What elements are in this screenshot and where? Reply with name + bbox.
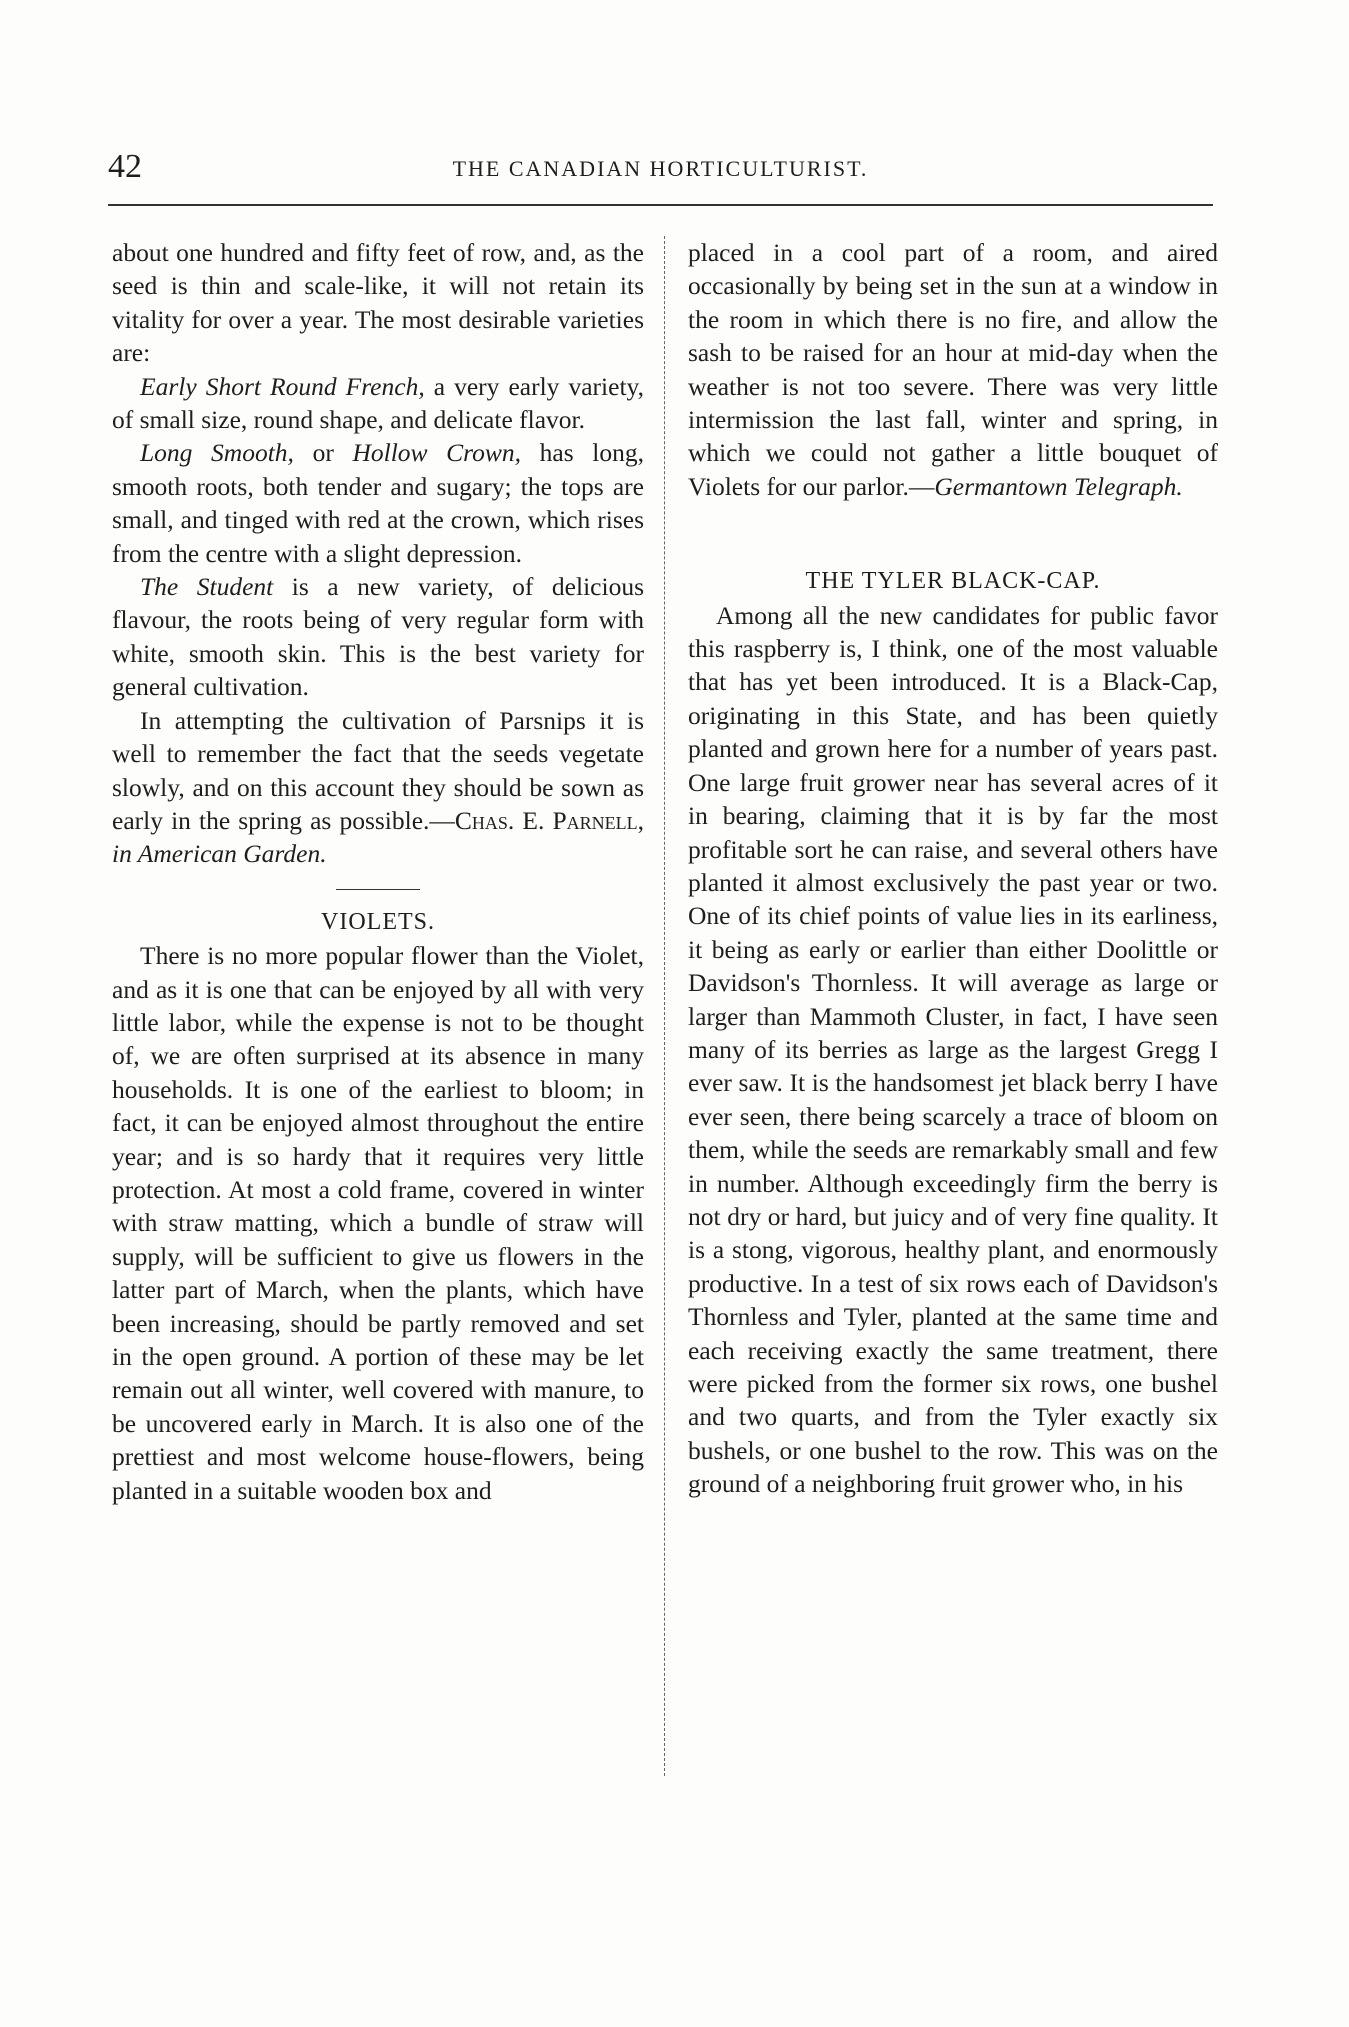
variety-early-short-round-french (112, 370, 644, 437)
byline-source: in American Garden. (112, 839, 327, 869)
dash: — (429, 805, 455, 835)
variety-name: Early Short Round French, (140, 371, 425, 401)
variety-long-smooth (112, 436, 644, 570)
variety-name: Hollow Crown, (352, 438, 522, 468)
paragraph-text: In attempting the cultivation of Parsnips it is well to remember the fact that the seeds vegetate slowly, and on this account they should be sown as early in the spring as possible. (112, 705, 644, 835)
parsnip-intro-paragraph: about one hundred and fifty feet of row, and, as the seed is thin and scale-like, it will not retain its vitality for over a year. The most desirable varieties are: (112, 238, 644, 368)
violets-heading: VIOLETS. (321, 908, 435, 935)
column-divider (664, 236, 665, 1776)
page-header (108, 148, 1213, 188)
byline-author: Chas. E. Parnell, (454, 805, 644, 835)
violets-paragraph: There is no more popular flower than the Violet, and as it is one that can be enjoyed by all with very little labor, while the expense is not to be thought of, we are often surprised at its absence in many households. It is one of the earliest to bloom; in fact, it can be enjoyed almost throughout the entire year; and is so hardy that it requires very little protection. At most a cold frame, covered in winter with straw matting, which a bundle of straw will supply, will be sufficient to give us flowers in the latter part of March, when the plants, which have been increasing, should be partly removed and set in the open ground. A portion of these may be let remain out all winter, well covered with manure, to be uncovered early in March. It is also one of the prettiest and most welcome house-flowers, being planted in a suitable wooden box and (112, 941, 644, 1505)
running-title: THE CANADIAN HORTICULTURIST. (452, 156, 869, 181)
variety-name: The Student (140, 572, 274, 602)
parsnip-cultivation-paragraph (112, 704, 644, 871)
variety-the-student (112, 570, 644, 704)
section-divider (336, 889, 420, 890)
page-number: 42 (108, 148, 142, 185)
paragraph-text: placed in a cool part of a room, and aired occasionally by being set in the sun at a window in the room in which there is no fire, and allow the sash to be raised for an hour at mid-day when the weather is not too severe. There was very little intermission the last fall, winter and spring, in which we could not gather a little bouquet of Violets for our parlor.— (688, 238, 1218, 501)
variety-name: Long Smooth, (140, 438, 294, 468)
variety-description: has long, smooth roots, both tender and sugary; the tops are small, and tinged with red at the crown, which rises from the centre with a slight depression. (112, 438, 644, 568)
header-rule (108, 204, 1213, 206)
tyler-heading: THE TYLER BLACK-CAP. (805, 568, 1101, 595)
source-citation: Germantown Telegraph. (934, 471, 1183, 501)
violets-continuation (688, 236, 1218, 503)
left-column (112, 236, 644, 1507)
variety-description: is a new variety, of delicious flavour, the roots being of very regular form with white, smooth skin. This is the best variety for general cultivation. (112, 572, 644, 702)
tyler-paragraph: Among all the new candidates for public favor this raspberry is, I think, one of the most valuable that has yet been introduced. It is a Black-Cap, originating in this State, and has been quietly planted and grown here for a number of years past. One large fruit grower near has several acres of it in bearing, claiming that it is by far the most profitable sort he can raise, and several others have planted it almost exclusively the past year or two. One of its chief points of value lies in its earliness, it being as early or earlier than either Doolittle or Davidson's Thornless. It will average as large or larger than Mammoth Cluster, in fact, I have seen many of its berries as large as the largest Gregg I ever saw. It is the handsomest jet black berry I have ever seen, there being scarcely a trace of bloom on them, while the seeds are remarkably small and few in number. Although exceedingly firm the berry is not dry or hard, but juicy and of very fine quality. It is a stong, vigorous, healthy plant, and enormously productive. In a test of six rows each of Davidson's Thornless and Tyler, planted at the same time and each receiving exactly the same treatment, there were picked from the former six rows, one bushel and two quarts, and from the Tyler exactly six bushels, or one bushel to the row. This was on the ground of a neighboring fruit grower who, in his (688, 600, 1218, 1499)
variety-description: a very early variety, of small size, round shape, and delicate flavor. (112, 371, 644, 435)
right-column (688, 236, 1218, 1501)
variety-connector: or (293, 438, 353, 468)
